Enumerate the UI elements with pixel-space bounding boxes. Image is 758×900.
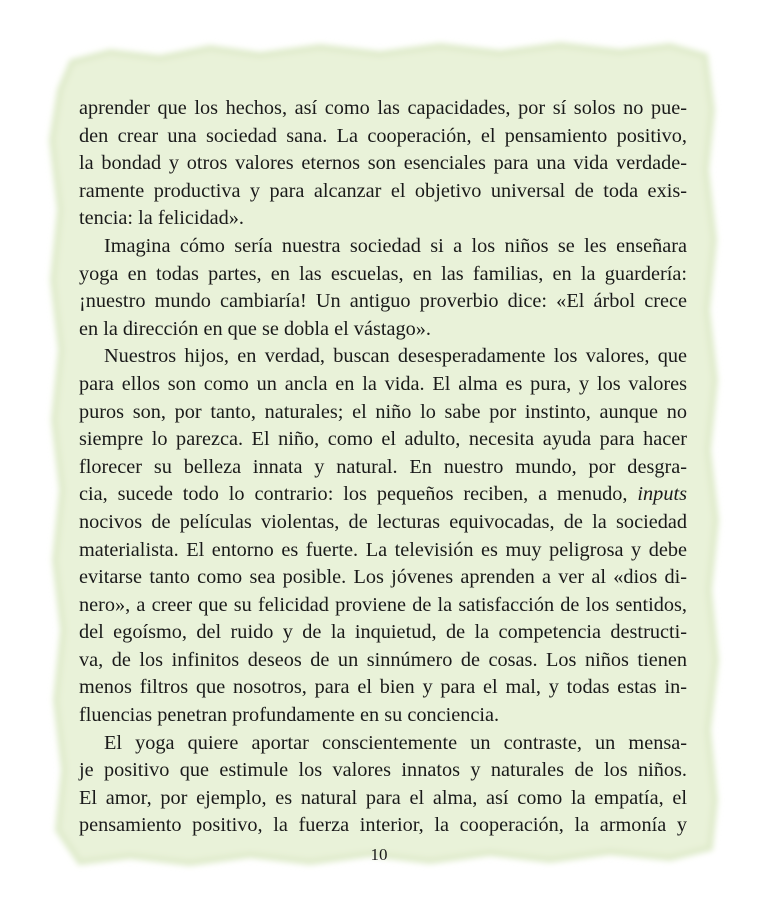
text-line: je positivo que estimule los valores innatos y naturales de los niños. [79, 759, 687, 782]
text-line: den crear una sociedad sana. La cooperación, el pensamiento positivo, [79, 124, 687, 147]
text-line: tencia: la felicidad». [79, 207, 244, 230]
text-line: va, de los infinitos deseos de un sinnúmero de cosas. Los niños tienen [79, 648, 687, 671]
text-line: fluencias penetran profundamente en su conciencia. [79, 704, 500, 727]
text-line: nocivos de películas violentas, de lecturas equivocadas, de la sociedad [79, 510, 687, 533]
text-line: del egoísmo, del ruido y de la inquietud, de la competencia destructi- [79, 621, 687, 644]
text-line: aprender que los hechos, así como las capacidades, por sí solos no pue- [79, 97, 687, 119]
italic-word: inputs [637, 483, 687, 506]
text-line: para ellos son como un ancla en la vida. El alma es pura, y los valores [79, 372, 687, 395]
text-line: nero», a creer que su felicidad proviene de la satisfacción de los sentidos, [79, 593, 687, 616]
paragraph-2 [79, 233, 687, 343]
text-line: siempre lo parezca. El niño, como el adulto, necesita ayuda para hacer [79, 428, 687, 451]
paragraph-1 [79, 95, 687, 233]
paragraph-4 [79, 730, 687, 840]
text-line: la bondad y otros valores eternos son esenciales para una vida verdade- [79, 152, 687, 175]
body-text [79, 95, 687, 840]
text-line: en la dirección en que se dobla el vástago». [79, 317, 431, 340]
text-line: yoga en todas partes, en las escuelas, en las familias, en la guardería: [79, 262, 687, 285]
text-line: materialista. El entorno es fuerte. La televisión es muy peligrosa y debe [79, 538, 687, 561]
text-line: menos filtros que nosotros, para el bien y para el mal, y todas estas in- [79, 676, 687, 699]
text-line: evitarse tanto como sea posible. Los jóvenes aprenden a ver al «dios di- [79, 566, 687, 589]
text-line: El amor, por ejemplo, es natural para el alma, así como la empatía, el [79, 786, 687, 809]
text-line: El yoga quiere aportar conscientemente un contraste, un mensa- [104, 731, 687, 754]
text-fragment: cia, sucede todo lo contrario: los pequeños reciben, a menudo, [79, 483, 638, 506]
paragraph-3 [79, 343, 687, 729]
text-line: pensamiento positivo, la fuerza interior, la cooperación, la armonía y [79, 814, 687, 837]
text-line: puros son, por tanto, naturales; el niño lo sabe por instinto, aunque no [79, 400, 687, 423]
text-line-with-italic [79, 481, 687, 509]
text-line: ¡nuestro mundo cambiaría! Un antiguo proverbio dice: «El árbol crece [79, 290, 687, 313]
text-line: ramente productiva y para alcanzar el objetivo universal de toda exis- [79, 179, 687, 202]
text-line: Imagina cómo sería nuestra sociedad si a los niños se les enseñara [104, 234, 687, 257]
text-line: florecer su belleza innata y natural. En nuestro mundo, por desgra- [79, 455, 687, 478]
page-number: 10 [370, 845, 388, 864]
text-line: Nuestros hijos, en verdad, buscan desesperadamente los valores, que [104, 345, 687, 368]
